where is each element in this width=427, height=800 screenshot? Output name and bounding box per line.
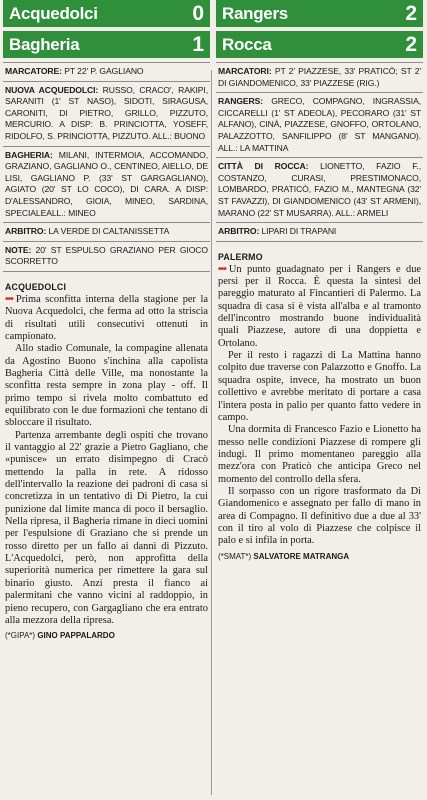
away-score-bar [216, 31, 423, 58]
home-team-name: Acquedolci [9, 3, 98, 23]
article-paragraph: ••• Un punto guadagnato per i Rangers e due persi per il Rocca. È questa la sintesi del pareggio maturato al Fincantieri di Palermo. La squadra di casa si è vista all'alba e al tramonto dell'incontro mostrando buone individualità quali Piazzese, autore di una doppietta e Ortolano. [218, 263, 421, 349]
home-score-bar [216, 0, 423, 27]
home-team-goals: 2 [405, 1, 417, 25]
box-text: GRECO, COMPAGNO, INGRASSIA, CICCARELLI (1' ST ADEOLA), PECORARO (31' ST ALFANO), CINÀ, PIAZZESE, GNOFFO, ORTOLANO, PALAZZOTTO, SANFILIPPO (8' ST MANGANO). ALL.: LA MATTINA [218, 96, 421, 153]
box-text: 20' ST ESPULSO GRAZIANO PER GIOCO SCORRETTO [5, 244, 208, 267]
home-lineup-box [216, 93, 423, 158]
referee-box [216, 223, 423, 242]
byline-prefix: (*GIPA*) [5, 631, 36, 641]
box-label: CITTÀ DI ROCCA: [218, 161, 309, 172]
referee-box [3, 223, 210, 242]
box-text: PT 22' P. GAGLIANO [61, 66, 144, 76]
match-facts [3, 62, 210, 272]
right-match-column [216, 0, 423, 561]
away-lineup-box [3, 147, 210, 224]
away-team-goals: 2 [405, 32, 417, 56]
article-paragraph: Per il resto i ragazzi di La Mattina hanno colpito due traverse con Palazzotto e Gnoffo. La squadra ospite, invece, ha mostrato un buon collettivo e avrebbe meritato di portare a casa l'intera posta in palio per quanto fatto vedere in campo. [218, 350, 421, 423]
article-dateline: ACQUEDOLCI [5, 281, 67, 292]
home-team-name: Rangers [222, 3, 288, 23]
box-label: ARBITRO: [218, 226, 260, 237]
column-divider [211, 70, 212, 795]
away-team-name: Bagheria [9, 34, 80, 54]
box-text: RUSSO, CRACO', RAKIPI, SARANITI (1' ST NASO), SIDOTI, SIRAGUSA, CARONITI, DI PIETRO, GRILLO, PIZZUTO, MERCURIO. A DISP: B. PRINCIOTTA, YOSEFF, RIDOLFO, S. PRINCIOTTA, PIZZUTO. ALL.: BUONO [5, 84, 208, 141]
left-match-column [3, 0, 210, 640]
box-label: BAGHERIA: [5, 149, 53, 160]
bullet-dots-icon: ••• [218, 263, 226, 275]
box-label: MARCATORI: [218, 66, 272, 76]
box-text: LIPARI DI TRAPANI [259, 226, 337, 237]
article-paragraph: Il sorpasso con un rigore trasformato da Di Giandomenico e assegnato per fallo di mano in area di Compagno. Il definitivo due a due al 33' con il tiro al volo di Piazzese che colpisce il palo e si infila in porta. [218, 485, 421, 547]
article-body [216, 264, 423, 548]
away-score-bar [3, 31, 210, 58]
article-body [3, 294, 210, 627]
box-text: MILANI, INTERMOIA, ACCOMANDO, GRAZIANO, GAGLIANO O., CENTINEO, AIELLO, DE LISI, GAGLIANO P. (33' ST GARGAGLIANO), AGIATO (20' ST LO COCO), DI CARA. A DISP: D'ALESSANDRO, GIOIA, MINEO, SARDINA, SPECIALEALL.: MINEO [5, 149, 208, 218]
scorers-box [216, 63, 423, 93]
box-label: ARBITRO: [5, 226, 47, 237]
byline [5, 631, 210, 640]
home-lineup-box [3, 82, 210, 147]
box-text: LA VERDE DI CALTANISSETTA [46, 226, 170, 237]
home-score-bar [3, 0, 210, 27]
box-label: MARCATORE: [5, 66, 62, 76]
notes-box [3, 242, 210, 272]
article-paragraph: Una dormita di Francesco Fazio e Lionetto ha messo nelle condizioni Piazzese di rompere gli indugi. Il primo momentaneo pareggio alla mezz'ora con Praticò che anticipa Greco nel momento del controllo della sfera. [218, 424, 421, 485]
byline-author: GINO PAPPALARDO [37, 631, 115, 641]
bullet-dots-icon: ••• [5, 293, 13, 305]
box-text: PT 2' PIAZZESE, 33' PRATICÒ; ST 2' DI GIANDOMENICO, 33' PIAZZESE (RIG.) [218, 66, 421, 88]
match-facts [216, 62, 423, 242]
article-paragraph: ••• Prima sconfitta interna della stagione per la Nuova Acquedolci, che ferma ad otto la striscia di risultati utili consecutivi ottenuti in campionato. [5, 293, 208, 342]
article-dateline: PALERMO [218, 251, 263, 262]
article-paragraph: Partenza arrembante degli ospiti che trovano il vantaggio al 22' grazie a Pietro Gagliano, che «punisce» un errato disimpegno di Cracò mettendo la palla in rete. A ridosso dell'intervallo la reazione dei padroni di casa si concretizza in un tentativo di Di Pietro, la cui punizione dal limite manca di poco il bersaglio. Nella ripresa, il Bagheria rimane in dieci uomini per l'espulsione di Graziano che si prende un rosso diretto per un fallo ai danni di Pizzuto. L'Acquedolci, però, non approfitta della superiorità numerica per rimettere la gara sul binario giusto. Anzi presta il fianco ai palermitani che vanno vicini al raddoppio, in pieno recupero, con Gargagliano che era entrato alla mezzora della ripresa. [5, 429, 208, 626]
byline-author: SALVATORE MATRANGA [253, 551, 350, 561]
box-label: RANGERS: [218, 96, 264, 107]
article-paragraph: Allo stadio Comunale, la compagine allenata da Agostino Buono s'inchina alla capolista Bagheria Città delle Ville, ma nonostante la sconfitta resta sempre in zona play - off. Il primo tempo si rivela molto combattuto ed equilibrato con le due formazioni che tentano di sbloccare il risultato. [5, 343, 208, 429]
box-label: NOTE: [5, 244, 32, 255]
box-label: NUOVA ACQUEDOLCI: [5, 84, 99, 95]
home-team-goals: 0 [192, 1, 204, 25]
box-text: LIONETTO, FAZIO F., COSTANZO, CURASI, PRESTIMONACO, LOMBARDO, PRATICÒ, FAZIO M., MANTEGNA (32' ST FAVAZZI), DI GIANDOMENICO (43' ST ARMENI), MARANO (22' ST MUSARRA). ALL.: ARMELI [218, 161, 421, 218]
away-lineup-box [216, 158, 423, 223]
byline [218, 552, 423, 561]
away-team-goals: 1 [192, 32, 204, 56]
away-team-name: Rocca [222, 34, 272, 54]
byline-prefix: (*SMAT*) [218, 551, 252, 561]
scorers-box [3, 63, 210, 82]
